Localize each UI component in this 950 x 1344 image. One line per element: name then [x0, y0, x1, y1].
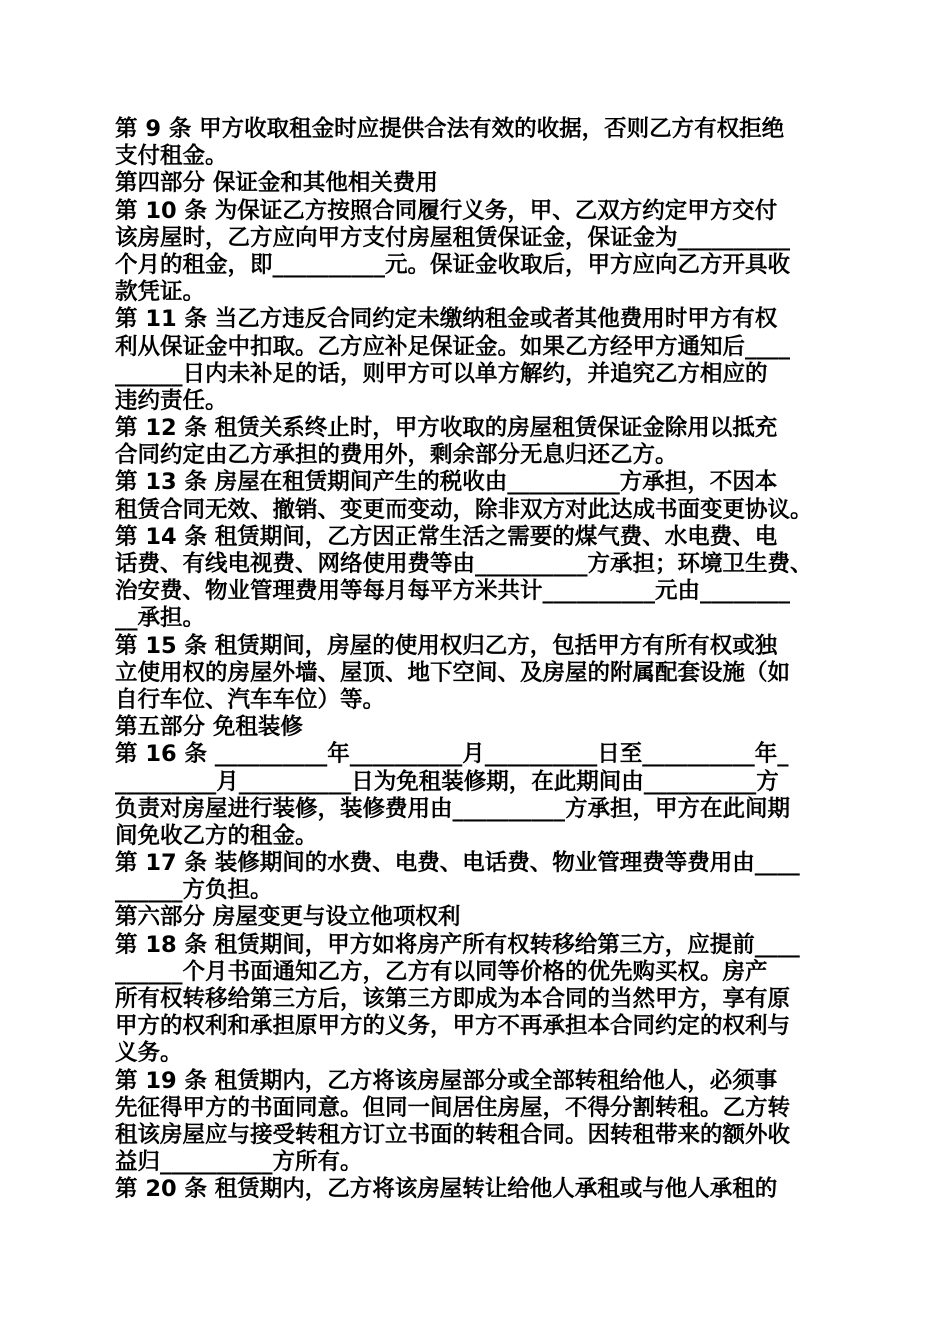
text-line: 话费、有线电视费、网络使用费等由__________方承担；环境卫生费、	[115, 551, 813, 577]
text-line: 负责对房屋进行装修，装修费用由__________方承担，甲方在此间期	[115, 795, 791, 822]
text-line: 第 17 条 装修期间的水费、电费、电话费、物业管理费等费用由____	[115, 850, 800, 877]
text-line: 第 14 条 租赁期间，乙方因正常生活之需要的煤气费、水电费、电	[115, 523, 778, 550]
text-line: 第 16 条 __________年__________月__________日至__________年_	[115, 741, 789, 768]
text-line: _________月__________日为免租装修期，在此期间由__________方	[115, 768, 779, 795]
text-line: 先征得甲方的书面同意。但同一间居住房屋，不得分割转租。乙方转	[115, 1094, 791, 1121]
text-line: ______方负担。	[115, 877, 273, 904]
text-line: 个月的租金，即__________元。保证金收取后，甲方应向乙方开具收	[115, 251, 791, 278]
text-line: 违约责任。	[115, 387, 228, 414]
text-line: 第五部分 免租装修	[115, 714, 303, 741]
text-line: 支付租金。	[115, 143, 228, 170]
text-line: 第 11 条 当乙方违反合同约定未缴纳租金或者其他费用时甲方有权	[115, 306, 778, 333]
text-line: 第 20 条 租赁期内，乙方将该房屋转让给他人承租或与他人承租的	[115, 1176, 778, 1203]
text-line: ______个月书面通知乙方，乙方有以同等价格的优先购买权。房产	[115, 958, 768, 985]
text-line: 义务。	[115, 1040, 183, 1067]
contract-page	[115, 116, 845, 1204]
text-line: 第四部分 保证金和其他相关费用	[115, 170, 438, 197]
text-line: 租赁合同无效、撤销、变更而变动，除非双方对此达成书面变更协议。	[115, 496, 813, 523]
text-line: 租该房屋应与接受转租方订立书面的转租合同。因转租带来的额外收	[115, 1121, 791, 1148]
text-line: 第 9 条 甲方收取租金时应提供合法有效的收据，否则乙方有权拒绝	[115, 116, 785, 142]
text-line: ______日内未补足的话，则甲方可以单方解约，并追究乙方相应的	[115, 360, 768, 387]
text-line: 第 13 条 房屋在租赁期间产生的税收由__________方承担，不因本	[115, 469, 778, 496]
text-line: 第 19 条 租赁期内，乙方将该房屋部分或全部转租给他人，必须事	[115, 1067, 778, 1094]
text-line: 利从保证金中扣取。乙方应补足保证金。如果乙方经甲方通知后____	[115, 333, 791, 360]
text-line: 合同约定由乙方承担的费用外，剩余部分无息归还乙方。	[115, 442, 678, 469]
text-line: 款凭证。	[115, 279, 206, 306]
text-line: 所有权转移给第三方后，该第三方即成为本合同的当然甲方，享有原	[115, 986, 791, 1012]
text-line: 第 10 条 为保证乙方按照合同履行义务，甲、乙双方约定甲方交付	[115, 197, 778, 224]
text-line: 立使用权的房屋外墙、屋顶、地下空间、及房屋的附属配套设施（如	[115, 659, 791, 686]
text-line: 甲方的权利和承担原甲方的义务，甲方不再承担本合同约定的权利与	[115, 1013, 791, 1040]
text-line: 治安费、物业管理费用等每月每平方米共计__________元由________	[115, 578, 791, 605]
text-line: 该房屋时，乙方应向甲方支付房屋租赁保证金，保证金为__________	[115, 224, 791, 251]
text-line: 益归__________方所有。	[115, 1149, 363, 1176]
text-line: 第 12 条 租赁关系终止时，甲方收取的房屋租赁保证金除用以抵充	[115, 415, 778, 442]
text-line: 间免收乙方的租金。	[115, 822, 318, 849]
text-line: 第六部分 房屋变更与设立他项权利	[115, 904, 461, 931]
text-line: 自行车位、汽车车位）等。	[115, 686, 386, 713]
text-line: __承担。	[115, 605, 206, 632]
text-line: 第 15 条 租赁期间，房屋的使用权归乙方，包括甲方有所有权或独	[115, 632, 778, 659]
text-line: 第 18 条 租赁期间，甲方如将房产所有权转移给第三方，应提前____	[115, 931, 800, 958]
